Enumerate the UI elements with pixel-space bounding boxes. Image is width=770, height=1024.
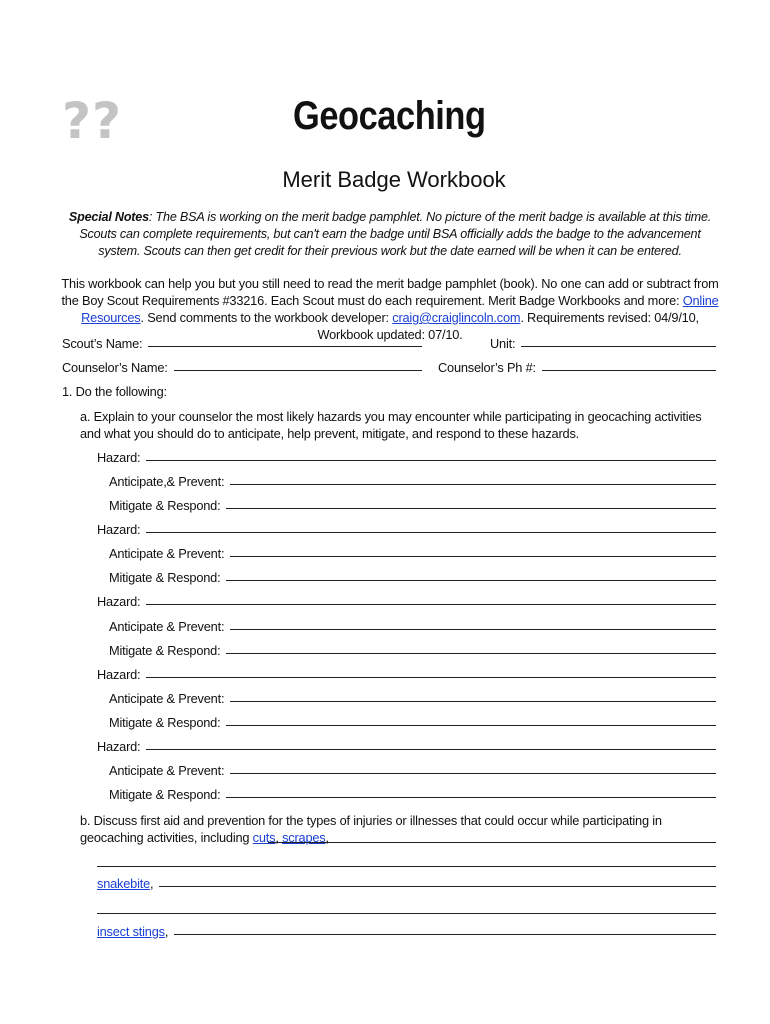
mitigate-5[interactable] [109, 787, 716, 802]
mitigate-4[interactable] [109, 715, 716, 730]
mitigate-label: Mitigate & Respond: [109, 787, 221, 802]
anticipate-label: Anticipate & Prevent: [109, 619, 225, 634]
req1b-text [80, 812, 700, 846]
req1-heading: 1. Do the following: [62, 384, 167, 399]
anticipate-label: Anticipate & Prevent: [109, 763, 225, 778]
anticipate-label: Anticipate & Prevent: [109, 691, 225, 706]
answer-blank[interactable] [159, 886, 716, 887]
counselor-name-label: Counselor’s Name: [62, 360, 168, 375]
unit-field[interactable] [490, 336, 716, 351]
insect-stings-link[interactable]: insect stings [97, 924, 165, 939]
page-subtitle: Merit Badge Workbook [282, 167, 506, 192]
anticipate-3[interactable] [109, 619, 716, 634]
comma: , [164, 924, 169, 939]
unit-blank[interactable] [521, 346, 716, 347]
counselor-phone-label: Counselor’s Ph #: [438, 360, 536, 375]
comma: , [325, 830, 329, 845]
hazard-label: Hazard: [97, 594, 141, 609]
anticipate-blank[interactable] [230, 701, 716, 702]
scrapes-link[interactable]: scrapes [282, 830, 326, 845]
counselor-phone-field[interactable] [438, 360, 716, 375]
mitigate-blank[interactable] [226, 797, 716, 798]
intro-paragraph [52, 275, 728, 343]
intro-text-2: . Send comments to the workbook developer: [140, 310, 393, 325]
counselor-name-field[interactable] [62, 360, 422, 375]
snakebite-row [97, 876, 716, 891]
answer-blank[interactable] [268, 842, 716, 843]
page-title: Geocaching [292, 94, 486, 138]
hazard-blank[interactable] [146, 677, 716, 678]
hazard-blank[interactable] [146, 532, 716, 533]
hazard-label: Hazard: [97, 667, 141, 682]
comma: , [275, 830, 283, 845]
snakebite-link[interactable]: snakebite [97, 876, 150, 891]
anticipate-blank[interactable] [230, 484, 716, 485]
cuts-link[interactable]: cuts [252, 830, 276, 845]
mitigate-blank[interactable] [226, 653, 716, 654]
mitigate-label: Mitigate & Respond: [109, 643, 221, 658]
mitigate-blank[interactable] [226, 580, 716, 581]
anticipate-4[interactable] [109, 691, 716, 706]
counselor-phone-blank[interactable] [542, 370, 716, 371]
mitigate-2[interactable] [109, 570, 716, 585]
hazard-blank[interactable] [146, 460, 716, 461]
intro-text-3: . Requirements revised: 04/9/10, Workbook updated: 07/10. [317, 310, 699, 342]
special-notes [60, 209, 720, 260]
answer-blank[interactable] [174, 934, 716, 935]
special-notes-text: : The BSA is working on the merit badge pamphlet. No picture of the merit badge is available at this time. Scouts can complete requirements, but can't earn the badge until BSA officially adds the badge to the advancement system. Scouts can then get credit for their previous work but the date earned will be when it can be entered. [79, 210, 712, 258]
hazard-2[interactable] [97, 522, 716, 537]
answer-blank[interactable] [97, 866, 716, 867]
anticipate-5[interactable] [109, 763, 716, 778]
insect-stings-row [97, 924, 716, 939]
answer-blank[interactable] [97, 913, 716, 914]
mitigate-label: Mitigate & Respond: [109, 715, 221, 730]
hazard-4[interactable] [97, 667, 716, 682]
mitigate-blank[interactable] [226, 508, 716, 509]
scout-name-blank[interactable] [148, 346, 422, 347]
anticipate-label: Anticipate & Prevent: [109, 546, 225, 561]
counselor-name-blank[interactable] [174, 370, 422, 371]
anticipate-blank[interactable] [230, 773, 716, 774]
mitigate-3[interactable] [109, 643, 716, 658]
anticipate-2[interactable] [109, 546, 716, 561]
mitigate-blank[interactable] [226, 725, 716, 726]
req1a-text: a. Explain to your counselor the most likely hazards you may encounter while participating in geocaching activities and what you should do to anticipate, help prevent, mitigate, and respond to these hazards. [80, 409, 702, 441]
badge-placeholder: ?? [62, 92, 123, 150]
hazard-3[interactable] [97, 594, 716, 609]
hazard-5[interactable] [97, 739, 716, 754]
online-resources-link[interactable]: Online Resources [81, 293, 719, 325]
hazard-label: Hazard: [97, 739, 141, 754]
anticipate-blank[interactable] [230, 556, 716, 557]
hazard-blank[interactable] [146, 749, 716, 750]
email-link[interactable]: craig@craiglincoln.com [392, 310, 521, 325]
hazard-blank[interactable] [146, 604, 716, 605]
scout-name-label: Scout’s Name: [62, 336, 143, 351]
hazard-label: Hazard: [97, 522, 141, 537]
anticipate-blank[interactable] [230, 629, 716, 630]
mitigate-label: Mitigate & Respond: [109, 570, 221, 585]
scout-name-field[interactable] [62, 336, 422, 351]
special-notes-label: Special Notes [68, 210, 149, 224]
req1b-intro: b. Discuss first aid and prevention for the types of injuries or illnesses that could occur while participating in geocaching activities, including [80, 813, 662, 845]
hazard-label: Hazard: [97, 450, 141, 465]
anticipate-1[interactable] [109, 474, 716, 489]
hazard-1[interactable] [97, 450, 716, 465]
anticipate-label: Anticipate,& Prevent: [109, 474, 225, 489]
mitigate-1[interactable] [109, 498, 716, 513]
comma: , [149, 876, 154, 891]
unit-label: Unit: [490, 336, 516, 351]
intro-text-1: This workbook can help you but you still need to read the merit badge pamphlet (book). No one can add or subtract from the Boy Scout Requirements #33216. Each Scout must do each requirement. Merit Badge Workbooks and more: [61, 276, 719, 308]
mitigate-label: Mitigate & Respond: [109, 498, 221, 513]
